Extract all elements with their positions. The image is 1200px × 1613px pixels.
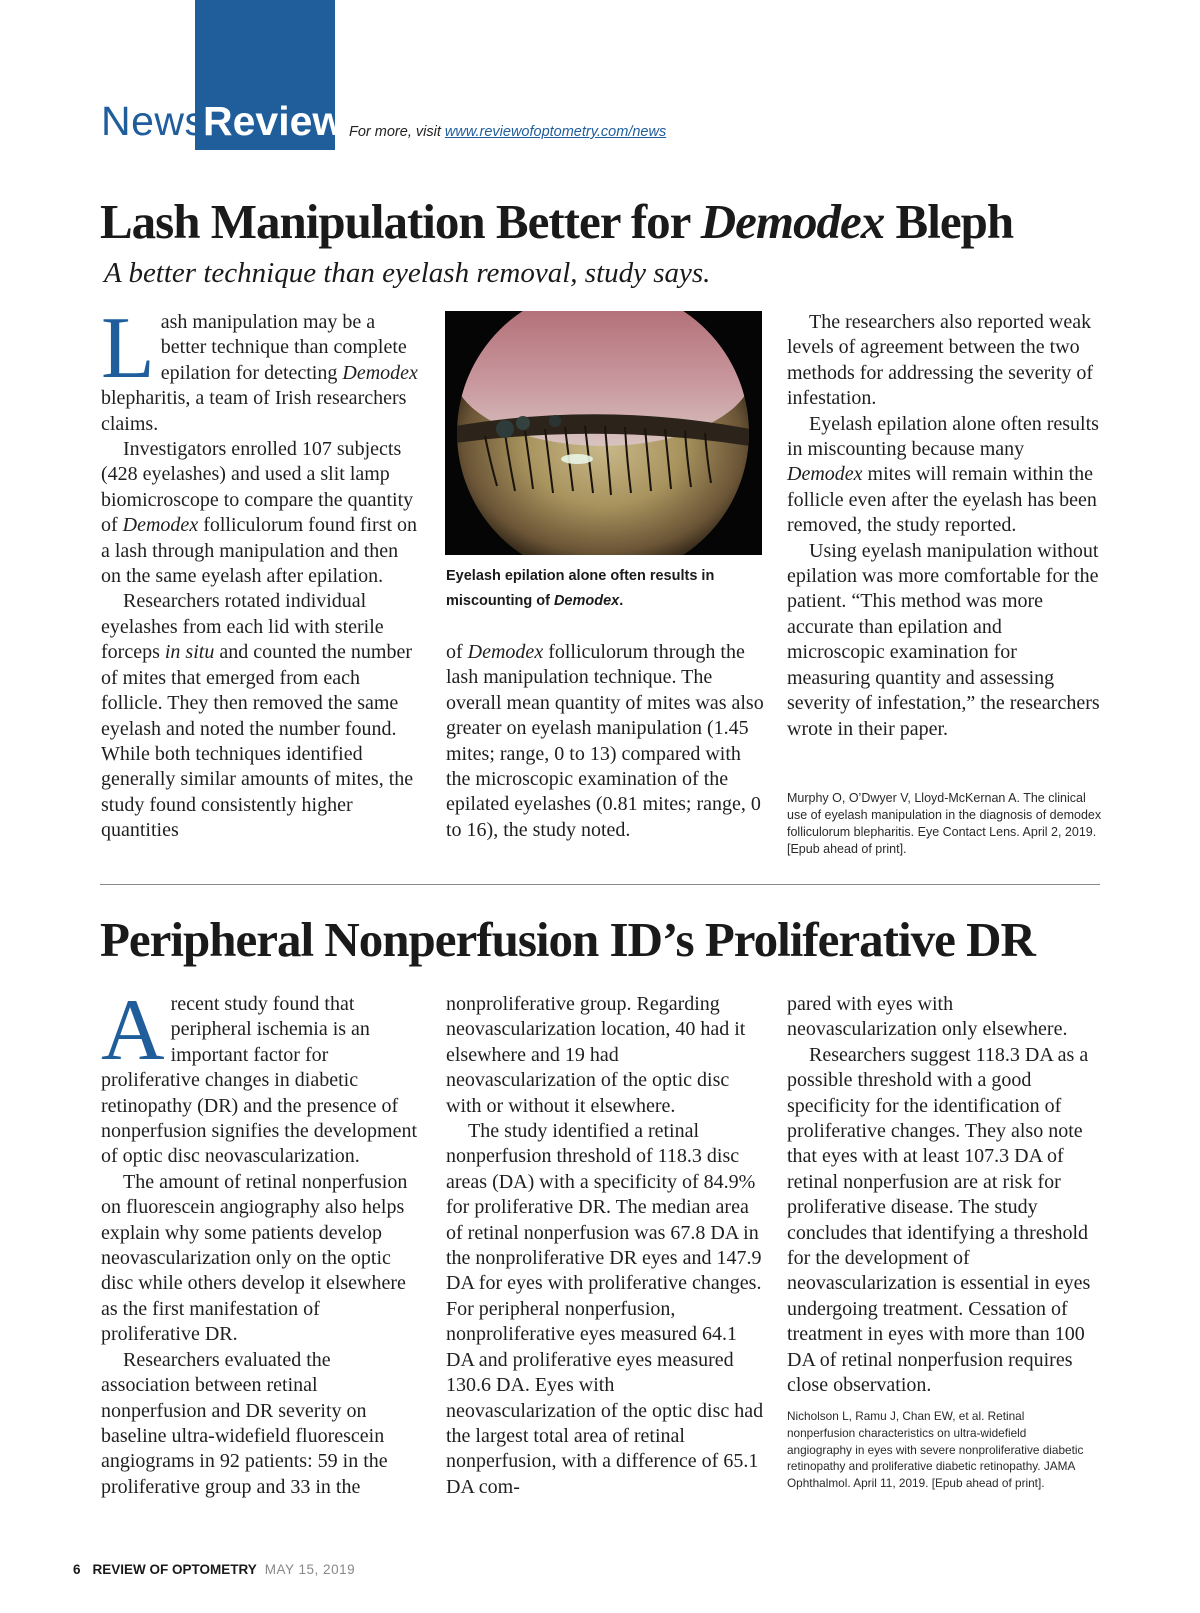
article1-title-part2: Bleph	[884, 194, 1014, 249]
eyelash-photo	[445, 311, 762, 555]
article2-col1-para3: Researchers evaluated the association between retinal nonperfusion and DR severity on baseline ultra-widefield fluorescein angiograms in 92 patients: 59 in the proliferative group and 33 in the	[101, 1348, 388, 1498]
article2-reference: Nicholson L, Ramu J, Chan EW, et al. Retinal nonperfusion characteristics on ultra-widefield angiography in eyes with severe nonproliferative diabetic retinopathy and proliferative diabetic retinopathy. JAMA Ophthalmol. April 11, 2019. [Epub ahead of print].	[787, 1409, 1084, 1491]
article1-title-part1: Lash Manipulation Better for	[100, 194, 701, 249]
section-tab	[0, 0, 345, 150]
article1-col1-para1: ash manipulation may be a better technique than complete epilation for detecting Demodex blepharitis, a team of Irish researchers claims.	[101, 311, 418, 435]
page-number: 6	[73, 1562, 81, 1577]
article1-dropcap: L	[101, 300, 155, 397]
article1-title-italic: Demodex	[700, 194, 885, 249]
article2-dropcap: A	[101, 982, 165, 1079]
eyelash-photo-illustration	[445, 311, 762, 555]
issue-date: MAY 15, 2019	[264, 1562, 356, 1577]
article2-column3	[787, 992, 1103, 1399]
article1-col3-para3: Using eyelash manipulation without epilation was more comfortable for the patient. “This method was more accurate than epilation and microscopic examination for measuring quantity and assessing severity of infestation,” the researchers wrote in their paper.	[787, 539, 1100, 740]
article1-column3	[787, 310, 1103, 742]
more-info-prefix: For more, visit	[349, 124, 445, 140]
article1-deck: A better technique than eyelash removal, study says.	[104, 257, 711, 289]
article2-col3-para1: pared with eyes with neovascularization only elsewhere.	[787, 993, 1068, 1041]
article1-column1	[101, 300, 419, 844]
section-label-news: News	[101, 98, 206, 144]
section-label-review: Review	[203, 98, 345, 144]
photo-caption: Eyelash epilation alone often results in miscounting of Demodex.	[446, 568, 715, 609]
article1-col2-para1: of Demodex folliculorum through the lash manipulation technique. The overall mean quantity of mites was also greater on eyelash manipulation (1.45 mites; range, 0 to 13) compared with the microscopic examination of the epilated eyelashes (0.81 mites; range, 0 to 16), the study noted.	[446, 641, 764, 841]
magazine-name: REVIEW OF OPTOMETRY	[92, 1562, 257, 1577]
article2-col1-para1: recent study found that peripheral ischemia is an important factor for proliferative changes in diabetic retinopathy (DR) and the presence of nonperfusion signifies the development of optic disc neovascularization.	[101, 993, 418, 1168]
page-footer	[73, 1562, 355, 1577]
article2-column1	[101, 982, 419, 1500]
article1-column2	[446, 640, 764, 843]
article1-col1-para2: Investigators enrolled 107 subjects (428 eyelashes) and used a slit lamp biomicroscope to compare the quantity of Demodex folliculorum found first on a lash through manipulation and then on the same eyelash after epilation.	[101, 438, 418, 588]
more-info-link[interactable]: www.reviewofoptometry.com/news	[444, 124, 667, 140]
article1-col3-para1: The researchers also reported weak levels of agreement between the two methods for addressing the severity of infestation.	[787, 311, 1094, 410]
article1-col1-para3: Researchers rotated individual eyelashes from each lid with sterile forceps in situ and counted the number of mites that emerged from each follicle. They then removed the same eyelash and noted the number found. While both techniques identified generally similar amounts of mites, the study found consistently higher quantities	[101, 590, 414, 842]
article1-title	[100, 193, 1013, 250]
article2-col3-para2: Researchers suggest 118.3 DA as a possible threshold with a good specificity for the identification of proliferative changes. They also note that eyes with at least 107.3 DA of retinal nonperfusion are at risk for proliferative disease. The study concludes that identifying a threshold for the development of neovascularization is essential in eyes undergoing treatment. Cessation of treatment in eyes with more than 100 DA of retinal nonperfusion requires close observation.	[787, 1043, 1091, 1397]
article2-col1-para2: The amount of retinal nonperfusion on fluorescein angiography also helps explain why some patients develop neovascularization only on the optic disc while others develop it elsewhere as the first manifestation of proliferative DR.	[101, 1170, 408, 1346]
article2-title: Peripheral Nonperfusion ID’s Proliferative DR	[100, 912, 1035, 967]
article2-col2-para2: The study identified a retinal nonperfusion threshold of 118.3 disc areas (DA) with a specificity of 84.9% for proliferative DR. The median area of retinal nonperfusion was 67.8 DA in the nonproliferative DR eyes and 147.9 DA for eyes with proliferative changes. For peripheral nonperfusion, nonproliferative eyes measured 64.1 DA and proliferative eyes measured 130.6 DA. Eyes with neovascularization of the optic disc had the largest total area of retinal nonperfusion, with a difference of 65.1 DA com-	[446, 1120, 764, 1498]
more-info-line	[349, 124, 666, 140]
article2-column2	[446, 992, 764, 1500]
article2-col2-para1: nonproliferative group. Regarding neovascularization location, 40 had it elsewhere and 19 had neovascularization of the optic disc with or without it elsewhere.	[446, 993, 746, 1117]
article1-col3-para2: Eyelash epilation alone often results in miscounting because many Demodex mites will remain within the follicle even after the eyelash has been removed, the study reported.	[787, 412, 1099, 537]
article1-reference: Murphy O, O’Dwyer V, Lloyd-McKernan A. The clinical use of eyelash manipulation in the diagnosis of demodex folliculorum blepharitis. Eye Contact Lens. April 2, 2019. [Epub ahead of print].	[787, 791, 1102, 856]
section-divider	[100, 884, 1100, 885]
